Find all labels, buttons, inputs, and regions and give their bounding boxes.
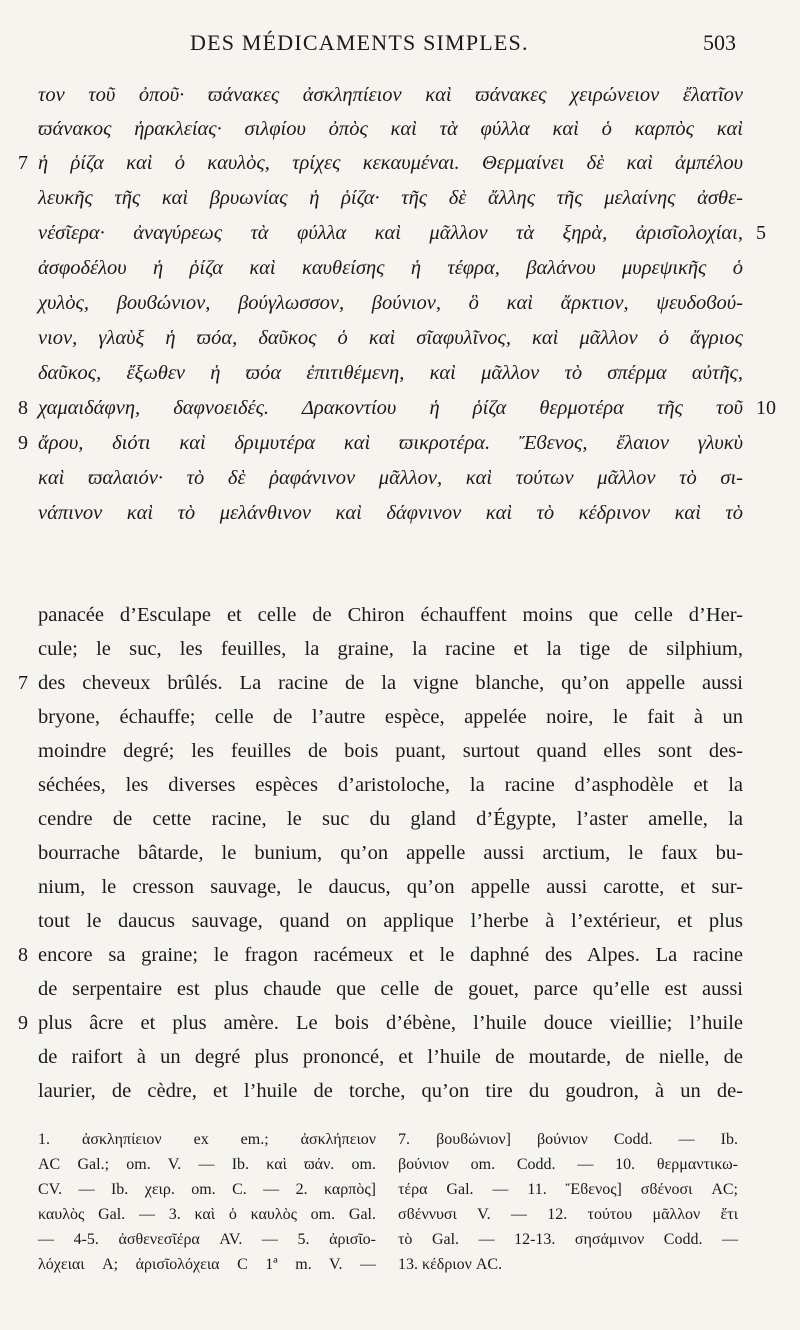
french-line: bourrache bâtarde, le bunium, qu’on appelle aussi arctium, le faux bu- (38, 842, 743, 864)
footnote-line: σϐέννυσι V. — 12. τούτου μᾶλλον ἔτι (398, 1206, 738, 1223)
french-line: bryone, échauffe; celle de l’autre espèce, appelée noire, le fait à un (38, 706, 743, 728)
footnote-line: 7. βουϐώνιον] βούνιον Codd. — Ib. (398, 1131, 738, 1148)
french-line: encore sa graine; le fragon racémeux et le daphné des Alpes. La racine (38, 944, 743, 966)
greek-line-count: 5 (756, 222, 766, 244)
footnote-line: — 4-5. ἀσθενεσῖέρα AV. — 5. ἀρισῖο- (38, 1231, 376, 1248)
footnote-line: λόχειαι A; ἀρισῖολόχεια C 1ª m. V. — (38, 1256, 376, 1273)
greek-margin-number: 9 (18, 432, 28, 454)
french-line: cule; le suc, les feuilles, la graine, la racine et la tige de silphium, (38, 638, 743, 660)
french-line: de serpentaire est plus chaude que celle de gouet, parce qu’elle est aussi (38, 978, 743, 1000)
footnote-line: τὸ Gal. — 12-13. σησάμινον Codd. — (398, 1231, 738, 1248)
greek-margin-number: 8 (18, 397, 28, 419)
footnote-line: βούνιον om. Codd. — 10. θερμαντικω- (398, 1156, 738, 1173)
french-line: moindre degré; les feuilles de bois puant, surtout quand elles sont des- (38, 740, 743, 762)
page-number: 503 (703, 30, 736, 55)
greek-line: καὶ ϖαλαιόν· τὸ δὲ ῥαφάνινον μᾶλλον, καὶ τούτων μᾶλλον τὸ σι- (38, 467, 743, 489)
french-line: panacée d’Esculape et celle de Chiron échauffent moins que celle d’Her- (38, 604, 743, 626)
french-line: cendre de cette racine, le suc du gland d’Égypte, l’aster amelle, la (38, 808, 743, 830)
french-margin-number: 9 (18, 1012, 28, 1034)
greek-line: ϖάνακος ἡρακλείας· σιλφίου ὀπὸς καὶ τὰ φύλλα καὶ ὁ καρπὸς καὶ (38, 118, 743, 140)
french-line: nium, le cresson sauvage, le daucus, qu’on appelle aussi carotte, et sur- (38, 876, 743, 898)
footnote-line: CV. — Ib. χειρ. om. C. — 2. καρπὸς] (38, 1181, 376, 1198)
french-line: de raifort à un degré plus prononcé, et l’huile de moutarde, de nielle, de (38, 1046, 743, 1068)
greek-line: χαμαιδάφνη, δαφνοειδές. Δρακοντίου ἡ ῥίζα θερμοτέρα τῆς τοῦ (38, 397, 743, 419)
footnote-line: τέρα Gal. — 11. Ἔϐενος] σϐένοσι AC; (398, 1181, 738, 1198)
greek-margin-number: 7 (18, 152, 28, 174)
french-line: des cheveux brûlés. La racine de la vigne blanche, qu’on appelle aussi (38, 672, 743, 694)
greek-line: τον τοῦ ὀποῦ· ϖάνακες ἀσκληπίειον καὶ ϖάνακες χειρώνειον ἔλατῖον (38, 84, 743, 106)
greek-line: νάπινον καὶ τὸ μελάνθινον καὶ δάφνινον καὶ τὸ κέδρινον καὶ τὸ (38, 502, 743, 524)
running-title: DES MÉDICAMENTS SIMPLES. (190, 30, 529, 55)
greek-line-count: 10 (756, 397, 776, 419)
french-margin-number: 8 (18, 944, 28, 966)
footnote-line: 1. ἀσκληπίειον ex em.; ἀσκλήπειον (38, 1131, 376, 1148)
greek-line: δαῦκος, ἔξωθεν ἡ ϖόα ἐπιτιθέμενη, καὶ μᾶλλον τὸ σπέρμα αὐτῆς, (38, 362, 743, 384)
footnote-line: AC Gal.; om. V. — Ib. καὶ ϖάν. om. (38, 1156, 376, 1173)
french-margin-number: 7 (18, 672, 28, 694)
greek-line: νιον, γλαὺξ ἡ ϖόα, δαῦκος ὁ καὶ σῖαφυλῖνος, καὶ μᾶλλον ὁ ἄγριος (38, 327, 743, 349)
french-line: plus âcre et plus amère. Le bois d’ébène, l’huile douce vieillie; l’huile (38, 1012, 743, 1034)
french-line: tout le daucus sauvage, quand on applique l’herbe à l’extérieur, et plus (38, 910, 743, 932)
greek-line: ἄρου, διότι καὶ δριμυτέρα καὶ ϖικροτέρα. Ἔϐενος, ἔλαιον γλυκὺ (38, 432, 743, 454)
greek-line: ἡ ῥίζα καὶ ὁ καυλὸς, τρίχες κεκαυμέναι. Θερμαίνει δὲ καὶ ἀμπέλου (38, 152, 743, 174)
greek-line: νέσῖερα· ἀναγύρεως τὰ φύλλα καὶ μᾶλλον τὰ ξηρὰ, ἀρισῖολοχίαι, (38, 222, 743, 244)
french-line: séchées, les diverses espèces d’aristoloche, la racine d’asphodèle et la (38, 774, 743, 796)
footnote-line: 13. κέδριον AC. (398, 1256, 503, 1273)
greek-line: χυλὸς, βουϐώνιον, βούγλωσσον, βούνιον, ὃ καὶ ἄρκτιον, ψευδοϐού- (38, 292, 743, 314)
page-header (0, 30, 800, 62)
french-line: laurier, de cèdre, et l’huile de torche, qu’on tire du goudron, à un de- (38, 1080, 743, 1102)
greek-line: λευκῆς τῆς καὶ βρυωνίας ἡ ῥίζα· τῆς δὲ ἄλλης τῆς μελαίνης ἀσθε- (38, 187, 743, 209)
greek-line: ἀσφοδέλου ἡ ῥίζα καὶ καυθείσης ἡ τέφρα, βαλάνου μυρεψικῆς ὁ (38, 257, 743, 279)
footnote-line: καυλὸς Gal. — 3. καὶ ὁ καυλὸς om. Gal. (38, 1206, 376, 1223)
